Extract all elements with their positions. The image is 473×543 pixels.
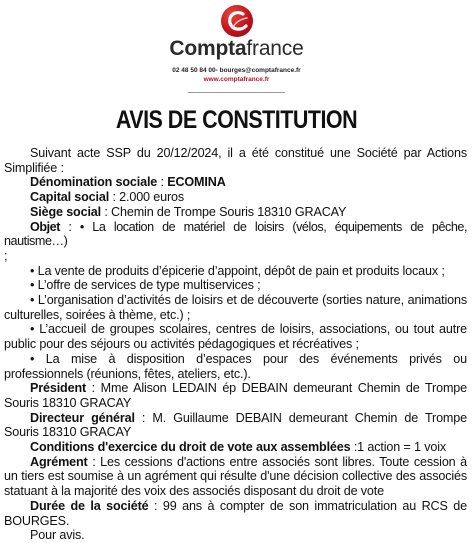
capital-value: : 2.000 euros <box>109 190 185 205</box>
president-label: Président <box>30 381 87 396</box>
denomination-line <box>4 175 467 190</box>
comptafrance-logo-icon <box>221 5 253 37</box>
agrement-line <box>4 455 467 499</box>
dg-value: : M. Guillaume DEBAIN demeurant Chemin de Trompe Souris 18310 GRACAY <box>4 410 467 440</box>
conditions-value: :1 action = 1 voix <box>350 440 446 455</box>
siege-value: : Chemin de Trompe Souris 18310 GRACAY <box>101 204 347 219</box>
siege-label: Siège social <box>30 204 102 219</box>
objet-item-1: • La vente de produits d’épicerie d’appoint, dépôt de pain et produits locaux ; <box>30 263 445 278</box>
objet-item-5: • La mise à disposition d’espaces pour des événements privés ou professionnels (réunions, fêtes, ateliers, etc.). <box>4 351 467 381</box>
siege-line <box>4 205 467 220</box>
objet-item-3: • L’organisation d’activités de loisirs et de découverte (sorties nature, animations culturelles, soirées à thème, etc.) ; <box>4 293 467 322</box>
intro-paragraph: Suivant acte SSP du 20/12/2024, il a été constitué une Société par Actions Simplifiée : <box>4 146 467 175</box>
website-link[interactable]: www.comptafrance.fr <box>203 76 270 83</box>
objet-semicolon: ; <box>4 248 8 263</box>
duree-value: : 99 ans à compter de son immatriculation au RCS de BOURGES. <box>4 498 467 528</box>
conditions-label: Conditions d'exercice du droit de vote aux assemblées <box>30 440 351 455</box>
duree-line <box>4 499 467 528</box>
denomination-sep: : <box>157 175 168 190</box>
notice-title: AVIS DE CONSTITUTION <box>115 106 358 134</box>
president-value: : Mme Alison LEDAIN ép DEBAIN demeurant Chemin de Trompe Souris 18310 GRACAY <box>4 381 467 410</box>
objet-item-4: • L’accueil de groupes scolaires, centres de loisirs, associations, ou tout autre public pour des séjours ou activités pédagogiques et récréatives ; <box>4 322 467 352</box>
objet-line <box>4 220 467 249</box>
divider <box>188 92 285 93</box>
duree-label: Durée de la société <box>30 498 149 513</box>
objet-item-2: • L’offre de services de type multiservices ; <box>30 278 261 293</box>
capital-line <box>4 190 467 205</box>
contact-line: 02 48 50 84 00- bourges@comptafrance.fr <box>172 67 301 74</box>
brand-light: france <box>246 37 304 60</box>
president-line <box>4 381 467 410</box>
agrement-label: Agrément <box>30 454 88 469</box>
dg-label: Directeur général <box>30 410 135 425</box>
capital-label: Capital social <box>30 190 110 205</box>
objet-label: Objet <box>30 219 60 234</box>
brand-bold: Compta <box>169 37 247 60</box>
notice-body <box>4 146 467 543</box>
dg-line <box>4 411 467 440</box>
denomination-value: ECOMINA <box>167 175 226 190</box>
conditions-line <box>4 440 467 455</box>
agrement-value: : Les cessions d'actions entre associés sont libres. Toute cession à un tiers est soumise à un agrément qui résulte d'une décision collective des associés statuant à la majorité des voix des associés disposant du droit de vote <box>4 454 467 499</box>
objet-value: : • La location de matériel de loisirs (vélos, équipements de pêche, nautisme…) <box>4 219 467 249</box>
denomination-label: Dénomination sociale <box>30 175 158 190</box>
closing-line: Pour avis. <box>30 528 85 543</box>
brand-name <box>0 37 473 61</box>
